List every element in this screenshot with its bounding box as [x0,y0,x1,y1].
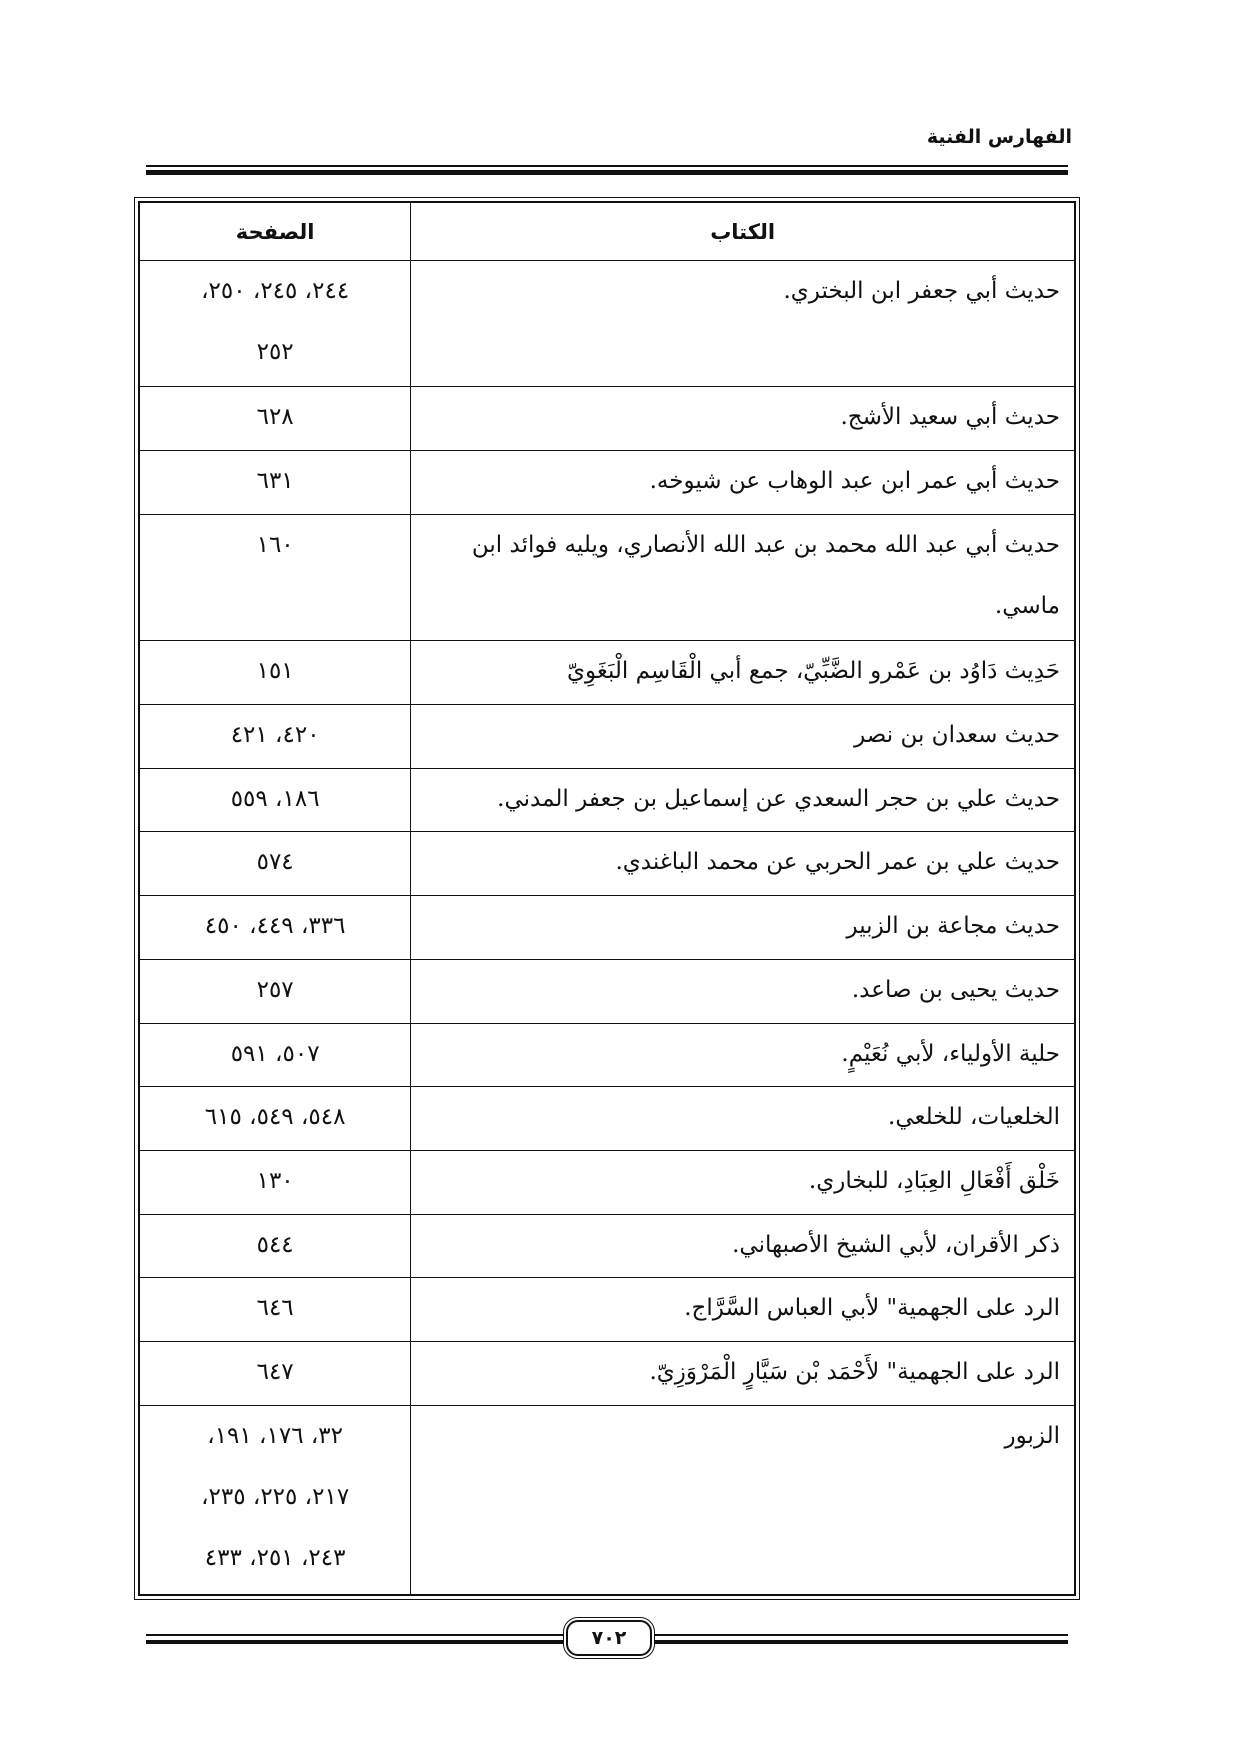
column-header-page: الصفحة [139,202,411,261]
page-number-line: ٥٧٤ [256,849,294,876]
page-number-line: ١٣٠ [256,1168,294,1194]
page-numbers [139,641,411,705]
book-title: ذكر الأقران، لأبي الشيخ الأصبهاني. [411,1214,1075,1278]
page-number-line: ٣٣٦، ٤٤٩، ٤٥٠ [204,913,346,940]
page-numbers [139,261,411,387]
page-number-line: ٥٤٨، ٥٤٩، ٦١٥ [204,1104,346,1131]
table-row [139,832,1075,896]
page-number: ٧٠٢ [566,1620,652,1656]
table-row [139,387,1075,451]
table-row [139,768,1075,832]
table-row [139,261,1075,387]
page-numbers [139,1214,411,1278]
page-number-line: ٢٤٤، ٢٤٥، ٢٥٠، [201,278,350,304]
book-title: حديث يحيى بن صاعد. [411,959,1075,1023]
table-row [139,896,1075,960]
page-numbers [139,832,411,896]
table-row [139,514,1075,640]
table-row [139,959,1075,1023]
table-row [139,1342,1075,1406]
page-number-line: ٦٢٨ [256,404,294,431]
page-numbers [139,896,411,960]
book-title: حديث علي بن عمر الحربي عن محمد الباغندي. [411,832,1075,896]
book-title: حديث مجاعة بن الزبير [411,896,1075,960]
page-numbers [139,451,411,515]
page-numbers [139,1278,411,1342]
book-title: حديث أبي عبد الله محمد بن عبد الله الأنصاري، ويليه فوائد ابن ماسي. [411,514,1075,640]
page-number-line: ٣٢، ١٧٦، ١٩١، [207,1422,343,1449]
page-numbers [139,768,411,832]
book-title: حديث أبي جعفر ابن البختري. [411,261,1075,387]
page-numbers [139,1405,411,1595]
table-row [139,1151,1075,1215]
page-numbers [139,1087,411,1151]
table-row [139,704,1075,768]
book-title: الزبور [411,1405,1075,1595]
table-row [139,451,1075,515]
page-numbers [139,1151,411,1215]
table-row [139,1023,1075,1087]
index-table-frame [134,197,1080,1600]
page-number-line: ٥٠٧، ٥٩١ [230,1040,320,1067]
book-title: خَلْق أَفْعَالِ العِبَادِ، للبخاري. [411,1151,1075,1215]
book-title: الرد على الجهمية" لأَحْمَد بْن سَيَّارٍ الْمَرْوَزِيّ. [411,1342,1075,1406]
column-header-book: الكتاب [411,202,1075,261]
page-number-line: ٦٤٦ [256,1295,294,1322]
table-row [139,1405,1075,1595]
page-numbers [139,959,411,1023]
book-title: حلية الأولياء، لأبي نُعَيْمٍ. [411,1023,1075,1087]
page-numbers [139,1023,411,1087]
running-title: الفهارس الفنية [926,126,1072,148]
book-title: الرد على الجهمية" لأبي العباس السَّرَّاج. [411,1278,1075,1342]
page-number-line: ٦٤٧ [256,1359,294,1386]
page-numbers [139,387,411,451]
page-number-line: ٢٥٧ [256,976,294,1003]
book-title: حديث علي بن حجر السعدي عن إسماعيل بن جعفر المدني. [411,768,1075,832]
book-title: حديث سعدان بن نصر [411,704,1075,768]
page-numbers [139,1342,411,1406]
table-row [139,1214,1075,1278]
book-title: حَدِيث دَاوُد بن عَمْرو الضَّبِّيّ، جمع أبي الْقَاسِم الْبَغَوِيّ [411,641,1075,705]
book-title: حديث أبي عمر ابن عبد الوهاب عن شيوخه. [411,451,1075,515]
table-row [139,641,1075,705]
page-numbers [139,514,411,640]
page-number-line: ٤٢٠، ٤٢١ [230,721,320,748]
page-number-line: ٥٤٤ [256,1231,294,1258]
page-number-line: ٦٣١ [256,468,294,495]
book-title: الخلعيات، للخلعي. [411,1087,1075,1151]
header-double-rule [146,165,1068,175]
page-numbers [139,704,411,768]
header-row [139,202,1075,261]
page-number-line: ٢٤٣، ٢٥١، ٤٣٣ [204,1544,346,1571]
page-number-line: ١٨٦، ٥٥٩ [230,785,320,812]
index-table [138,201,1076,1596]
table-row [139,1278,1075,1342]
page-number-line: ١٥١ [256,658,294,685]
book-title: حديث أبي سعيد الأشج. [411,387,1075,451]
page-number-line: ٢١٧، ٢٢٥، ٢٣٥، [201,1483,350,1510]
page-number-line: ٢٥٢ [256,339,294,365]
footer-rule-left [146,1634,564,1644]
page-number-line: ١٦٠ [256,531,294,558]
table-row [139,1087,1075,1151]
footer-rule-right [654,1634,1068,1644]
